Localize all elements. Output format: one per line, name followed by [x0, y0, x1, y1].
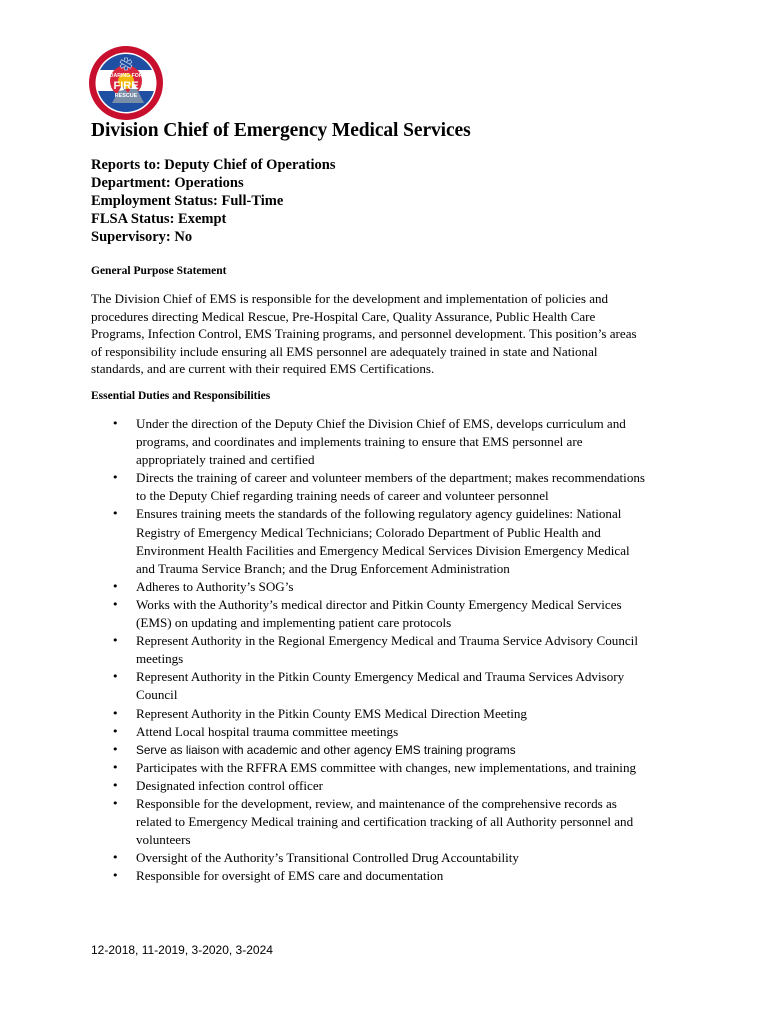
purpose-heading: General Purpose Statement [91, 265, 227, 277]
duty-text: • Participates with the RFFRA EMS committee with changes, new implementations, and training [136, 759, 637, 775]
duty-text: Registry of Emergency Medical Technicians; Colorado Department of Public Health and [136, 524, 601, 540]
duty-text: • Represent Authority in the Pitkin County EMS Medical Direction Meeting [136, 705, 527, 721]
duty-item [110, 723, 710, 741]
purpose-line: Programs, Infection Control, EMS Training programs, and personnel development. This position’s areas [91, 326, 637, 342]
duty-item [110, 849, 710, 867]
duty-item [110, 596, 710, 632]
duty-item [110, 741, 710, 759]
duty-text: meetings [136, 651, 184, 667]
logo-text-roaring-fork: ROARING FORK [105, 73, 147, 79]
duty-item [110, 578, 710, 596]
duty-item [110, 469, 710, 505]
duty-item [110, 415, 710, 469]
duty-text: (EMS) on updating and implementing patient care protocols [136, 615, 452, 631]
duty-text: • Works with the Authority’s medical director and Pitkin County Emergency Medical Services [136, 596, 622, 612]
duty-item [110, 632, 710, 668]
department: Department: Operations [91, 175, 244, 191]
revision-dates: 12-2018, 11-2019, 3-2020, 3-2024 [91, 943, 273, 957]
duties-heading: Essential Duties and Responsibilities [91, 390, 271, 402]
duty-text: • Under the direction of the Deputy Chief the Division Chief of EMS, develops curriculum and [136, 416, 626, 431]
duty-text: • Designated infection control officer [136, 777, 324, 793]
logo-text-fire: FIRE [113, 80, 139, 92]
duty-text: appropriately trained and certified [136, 452, 315, 468]
duty-item [110, 668, 710, 704]
duty-text: • Responsible for oversight of EMS care and documentation [136, 868, 444, 884]
duty-item [110, 795, 710, 849]
purpose-line: standards, and are current with their required EMS Certifications. [91, 361, 435, 377]
duty-text: • Adheres to Authority’s SOG’s [136, 578, 294, 594]
roaring-fork-fire-rescue-logo [88, 45, 164, 121]
duty-text: • Serve as liaison with academic and other agency EMS training programs [136, 742, 516, 757]
supervisory: Supervisory: No [91, 229, 193, 245]
purpose-line: of responsibility include ensuring all EMS personnel are adequately trained in state and National [91, 343, 598, 359]
logo-text-rescue: RESCUE [114, 93, 138, 99]
duties-list [110, 415, 710, 885]
duty-text: and Trauma Service Branch; and the Drug Enforcement Administration [136, 560, 510, 576]
duty-text: to the Deputy Chief regarding training needs of career and volunteer personnel [136, 488, 549, 504]
reports-to: Reports to: Deputy Chief of Operations [91, 157, 336, 173]
duty-item [110, 705, 710, 723]
purpose-line: The Division Chief of EMS is responsible for the development and implementation of policies and [91, 291, 609, 306]
document-title: Division Chief of Emergency Medical Services [91, 120, 471, 141]
duty-text: • Ensures training meets the standards of the following regulatory agency guidelines: National [136, 506, 622, 522]
duty-item [110, 759, 710, 777]
purpose-paragraph [91, 290, 681, 378]
duty-text: • Represent Authority in the Regional Emergency Medical and Trauma Service Advisory Council [136, 633, 638, 649]
duty-text: • Represent Authority in the Pitkin County Emergency Medical and Trauma Services Advisory [136, 669, 625, 685]
duty-text: • Oversight of the Authority’s Transitional Controlled Drug Accountability [136, 850, 519, 866]
duty-item [110, 867, 710, 885]
duty-text: • Attend Local hospital trauma committee meetings [136, 723, 399, 739]
duty-item [110, 777, 710, 795]
duty-text: Environment Health Facilities and Emergency Medical Services Division Emergency Medical [136, 542, 630, 558]
duty-text: Council [136, 687, 178, 703]
duty-text: programs, and coordinates and implements training to ensure that EMS personnel are [136, 434, 583, 450]
duty-item [110, 505, 710, 577]
flsa-status: FLSA Status: Exempt [91, 211, 227, 227]
job-meta [91, 156, 335, 246]
duty-text: related to Emergency Medical training and certification tracking of all Authority personnel and [136, 814, 634, 830]
duty-text: volunteers [136, 832, 191, 848]
duty-text: • Directs the training of career and volunteer members of the department; makes recommendations [136, 470, 646, 486]
employment-status: Employment Status: Full-Time [91, 193, 284, 209]
purpose-line: procedures directing Medical Rescue, Pre-Hospital Care, Quality Assurance, Public Health Care [91, 308, 596, 324]
duty-text: • Responsible for the development, review, and maintenance of the comprehensive records as [136, 795, 617, 811]
